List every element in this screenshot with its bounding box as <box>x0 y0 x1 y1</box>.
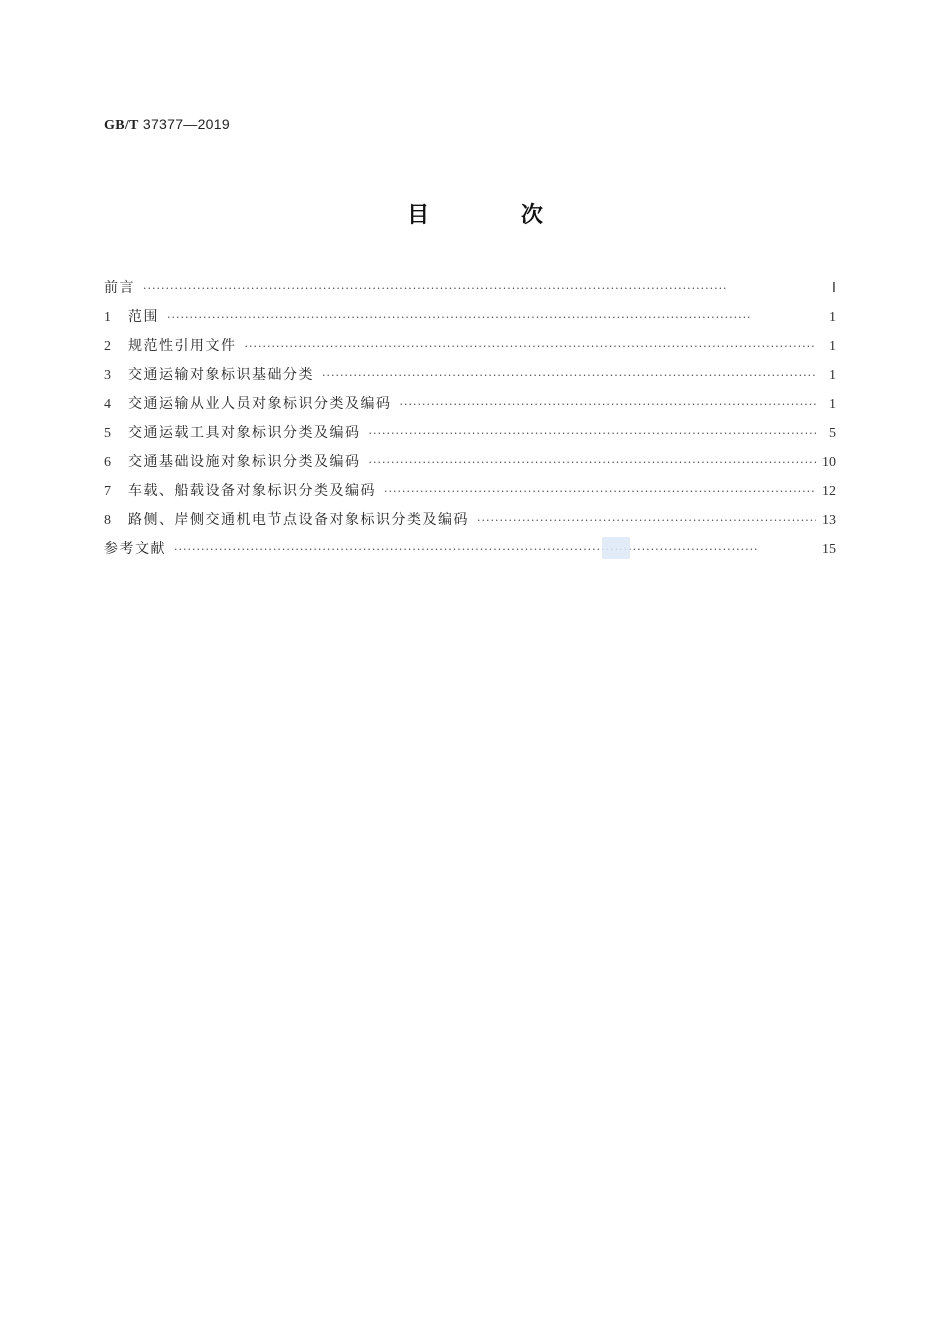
toc-entry-label: 前言 <box>104 280 135 296</box>
toc-leader-dots <box>369 448 817 477</box>
toc-entry-label: 交通运输从业人员对象标识分类及编码 <box>128 396 392 412</box>
toc-entry-6[interactable] <box>104 448 836 477</box>
toc-entry-4[interactable] <box>104 390 836 419</box>
toc-entry-page: 1 <box>829 368 836 383</box>
toc-title: 目 次 <box>407 203 585 228</box>
toc-entry-page: 15 <box>822 542 836 557</box>
toc-entry-7[interactable] <box>104 477 836 506</box>
toc-entry-page: 13 <box>822 513 836 528</box>
toc-leader-dots <box>322 361 816 390</box>
toc-entry-3[interactable] <box>104 361 836 390</box>
toc-entry-label: 参考文献 <box>104 541 166 557</box>
toc-entry-page: 12 <box>822 484 836 499</box>
toc-entry-page: 10 <box>822 455 836 470</box>
toc-leader-dots <box>384 477 816 506</box>
toc-entry-label: 规范性引用文件 <box>128 338 237 354</box>
toc-entry-number: 3 <box>104 368 111 383</box>
toc-entry-label: 车载、船载设备对象标识分类及编码 <box>128 483 376 499</box>
toc-entry-page: 1 <box>829 339 836 354</box>
standard-prefix: GB/T <box>104 118 139 133</box>
toc-leader-dots <box>174 535 816 564</box>
standard-code <box>104 116 230 134</box>
toc-entry-page: 1 <box>829 310 836 325</box>
toc-entry-8[interactable] <box>104 506 836 535</box>
toc-entry-label: 路侧、岸侧交通机电节点设备对象标识分类及编码 <box>128 512 469 528</box>
standard-number: 37377—2019 <box>142 116 230 132</box>
toc-entry-foreword[interactable] <box>104 274 836 303</box>
toc-leader-dots <box>143 274 816 303</box>
toc-leader-dots <box>369 419 817 448</box>
toc-entry-bibliography[interactable] <box>104 535 836 564</box>
toc-entry-label: 交通运载工具对象标识分类及编码 <box>128 425 361 441</box>
toc-entry-label: 交通基础设施对象标识分类及编码 <box>128 454 361 470</box>
toc-leader-dots <box>167 303 816 332</box>
toc-entry-number: 6 <box>104 455 111 470</box>
toc-entry-page: 1 <box>829 397 836 412</box>
toc-entry-number: 4 <box>104 397 111 412</box>
watermark-mark <box>602 537 630 559</box>
table-of-contents <box>104 274 836 564</box>
toc-entry-number: 8 <box>104 513 111 528</box>
toc-leader-dots <box>245 332 817 361</box>
toc-entry-label: 范围 <box>128 309 159 325</box>
toc-entry-number: 1 <box>104 310 111 325</box>
toc-entry-number: 2 <box>104 339 111 354</box>
toc-leader-dots <box>400 390 817 419</box>
toc-entry-label: 交通运输对象标识基础分类 <box>128 367 314 383</box>
toc-entry-5[interactable] <box>104 419 836 448</box>
toc-leader-dots <box>477 506 816 535</box>
toc-entry-2[interactable] <box>104 332 836 361</box>
toc-entry-number: 7 <box>104 484 111 499</box>
toc-entry-page: Ⅰ <box>831 281 836 296</box>
toc-entry-1[interactable] <box>104 303 836 332</box>
toc-entry-page: 5 <box>829 426 836 441</box>
toc-entry-number: 5 <box>104 426 111 441</box>
